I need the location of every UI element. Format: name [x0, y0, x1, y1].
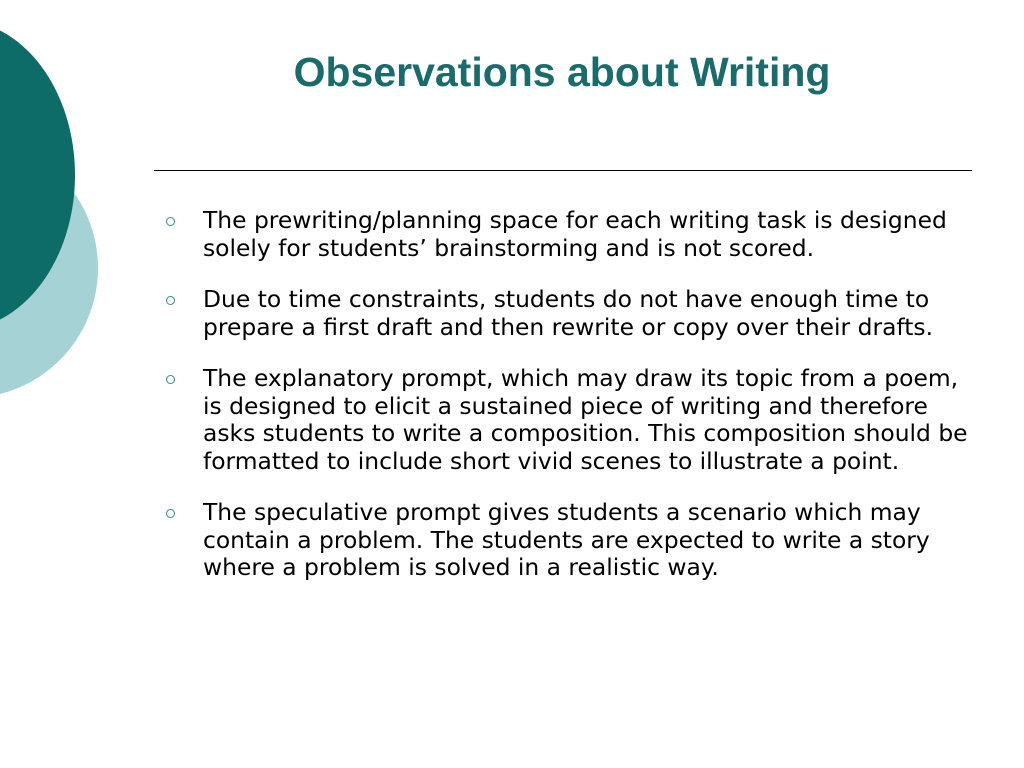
bullet-item [162, 207, 972, 262]
hollow-circle-bullet-icon [166, 375, 175, 384]
bullet-item [162, 365, 972, 475]
hollow-circle-bullet-icon [166, 217, 175, 226]
bullet-list [162, 207, 972, 606]
bullet-text: Due to time constraints, students do not have enough time to prepare a first draft and then rewrite or copy over their drafts. [203, 285, 934, 341]
bullet-text: The speculative prompt gives students a scenario which may contain a problem. The students are expected to write a story where a problem is solved in a realistic way. [203, 498, 930, 581]
slide-title: Observations about Writing [293, 49, 831, 95]
title-divider [154, 170, 972, 171]
hollow-circle-bullet-icon [166, 296, 175, 305]
bullet-text: The explanatory prompt, which may draw its topic from a poem, is designed to elicit a sustained piece of writing and therefore asks students to write a composition. This composition should be formatted to include short vivid scenes to illustrate a point. [203, 364, 968, 475]
bullet-item [162, 286, 972, 341]
hollow-circle-bullet-icon [166, 509, 175, 518]
bullet-text: The prewriting/planning space for each writing task is designed solely for students’ brainstorming and is not scored. [203, 206, 947, 262]
bullet-item [162, 499, 972, 582]
